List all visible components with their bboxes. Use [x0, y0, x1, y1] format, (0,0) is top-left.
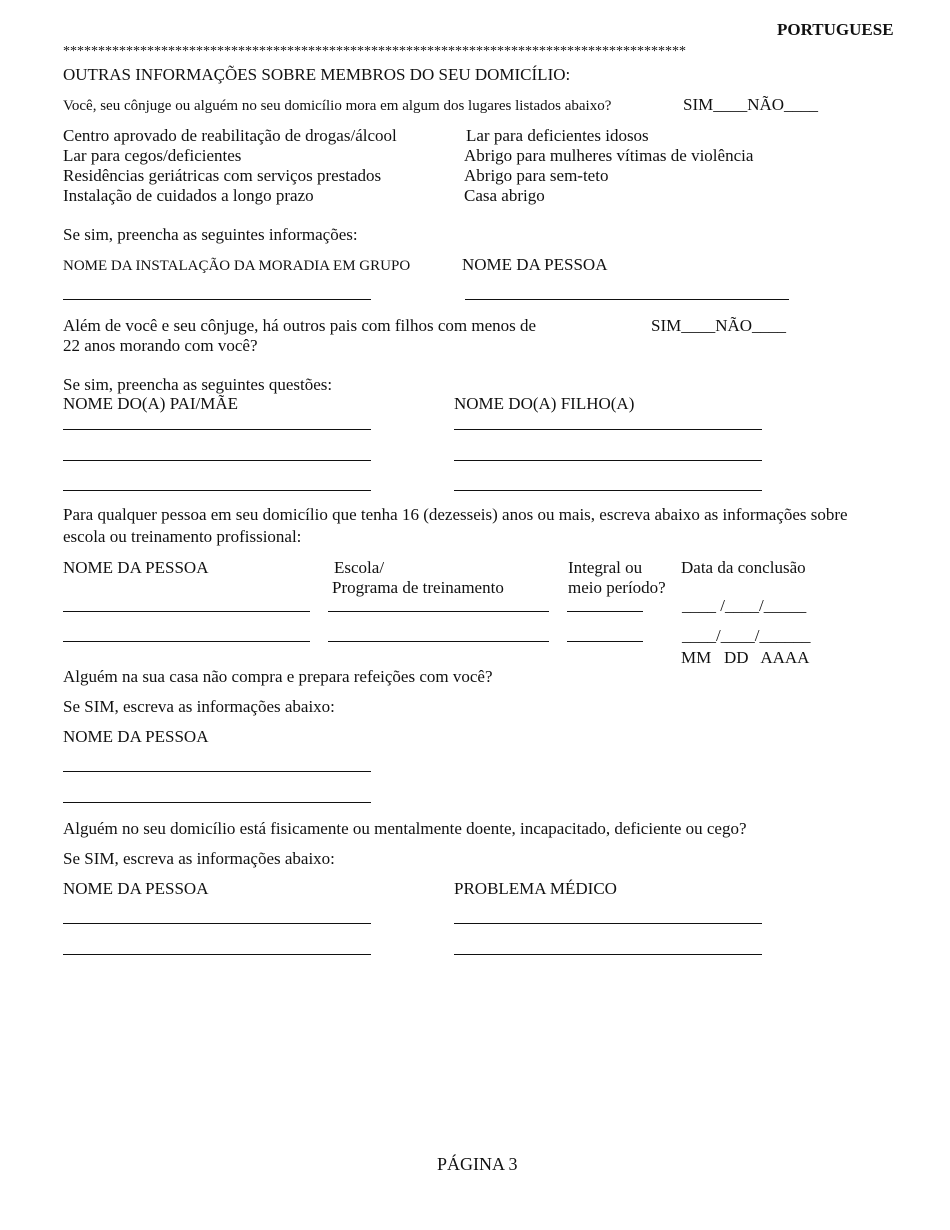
- q5-problem-line-1[interactable]: [454, 923, 762, 924]
- q1-place-left-3: Residências geriátricas com serviços prestados: [63, 166, 382, 185]
- star-divider: *****************************************************************************************: [63, 44, 686, 59]
- q3-date-field-1[interactable]: ____ /____/_____: [682, 596, 807, 615]
- q2-parent-line-2[interactable]: [63, 460, 371, 461]
- page-number: PÁGINA 3: [437, 1154, 518, 1174]
- q1-col-facility: NOME DA INSTALAÇÃO DA MORADIA EM GRUPO: [63, 258, 411, 274]
- q1-place-left-2: Lar para cegos/deficientes: [63, 146, 242, 165]
- q1-place-right-3: Abrigo para sem-teto: [464, 166, 609, 185]
- q3-person-line-2[interactable]: [63, 641, 310, 642]
- q1-if-yes: Se sim, preencha as seguintes informações:: [63, 225, 358, 244]
- q3-question-line2: escola ou treinamento profissional:: [63, 527, 302, 546]
- q5-person-line-1[interactable]: [63, 923, 371, 924]
- q3-col-date: Data da conclusão: [681, 558, 806, 577]
- q3-school-line-2[interactable]: [328, 641, 549, 642]
- q4-col-person: NOME DA PESSOA: [63, 727, 209, 746]
- q5-question: Alguém no seu domicílio está fisicamente ou mentalmente doente, incapacitado, deficiente ou cego?: [63, 819, 747, 838]
- q1-place-left-4: Instalação de cuidados a longo prazo: [63, 186, 314, 205]
- q2-question-line1: Além de você e seu cônjuge, há outros pais com filhos com menos de: [63, 316, 537, 335]
- q5-col-problem: PROBLEMA MÉDICO: [454, 879, 617, 898]
- q1-facility-line[interactable]: [63, 299, 371, 300]
- q1-place-left-1: Centro aprovado de reabilitação de drogas/álcool: [63, 126, 397, 145]
- q2-child-line-2[interactable]: [454, 460, 762, 461]
- q3-date-field-2[interactable]: ____/____/______: [682, 626, 811, 645]
- q1-place-right-2: Abrigo para mulheres vítimas de violência: [464, 146, 754, 165]
- q5-if-yes: Se SIM, escreva as informações abaixo:: [63, 849, 335, 868]
- q1-question: Você, seu cônjuge ou alguém no seu domicílio mora em algum dos lugares listados abaixo?: [63, 98, 612, 114]
- q2-parent-line-3[interactable]: [63, 490, 371, 491]
- q2-if-yes: Se sim, preencha as seguintes questões:: [63, 375, 333, 394]
- q1-person-line[interactable]: [465, 299, 789, 300]
- section-title: OUTRAS INFORMAÇÕES SOBRE MEMBROS DO SEU DOMICÍLIO:: [63, 65, 571, 84]
- language-label: PORTUGUESE: [777, 20, 894, 39]
- q2-yes-no[interactable]: SIM____NÃO____: [651, 316, 787, 335]
- q3-col-school-line2: Programa de treinamento: [332, 578, 504, 597]
- q4-if-yes: Se SIM, escreva as informações abaixo:: [63, 697, 335, 716]
- q2-col-child: NOME DO(A) FILHO(A): [454, 394, 635, 413]
- q3-time-line-1[interactable]: [567, 611, 643, 612]
- q3-col-time-line2: meio período?: [568, 578, 666, 597]
- q3-col-time-line1: Integral ou: [568, 558, 643, 577]
- q4-person-line-2[interactable]: [63, 802, 371, 803]
- q2-col-parent: NOME DO(A) PAI/MÃE: [63, 394, 239, 413]
- q2-parent-line-1[interactable]: [63, 429, 371, 430]
- q2-child-line-3[interactable]: [454, 490, 762, 491]
- q5-person-line-2[interactable]: [63, 954, 371, 955]
- q2-child-line-1[interactable]: [454, 429, 762, 430]
- q5-col-person: NOME DA PESSOA: [63, 879, 209, 898]
- q3-col-school-line1: Escola/: [334, 558, 385, 577]
- q3-school-line-1[interactable]: [328, 611, 549, 612]
- q4-question: Alguém na sua casa não compra e prepara refeições com você?: [63, 667, 493, 686]
- q4-person-line-1[interactable]: [63, 771, 371, 772]
- q3-date-format: MM DD AAAA: [681, 648, 810, 667]
- q1-col-person: NOME DA PESSOA: [462, 255, 608, 274]
- q3-person-line-1[interactable]: [63, 611, 310, 612]
- q1-place-right-1: Lar para deficientes idosos: [466, 126, 649, 145]
- q3-question-line1: Para qualquer pessoa em seu domicílio que tenha 16 (dezesseis) anos ou mais, escreva abaixo as informações sobre: [63, 505, 848, 524]
- q3-col-person: NOME DA PESSOA: [63, 558, 209, 577]
- q5-problem-line-2[interactable]: [454, 954, 762, 955]
- q2-question-line2: 22 anos morando com você?: [63, 336, 258, 355]
- q1-place-right-4: Casa abrigo: [464, 186, 545, 205]
- q3-time-line-2[interactable]: [567, 641, 643, 642]
- q1-yes-no[interactable]: SIM____NÃO____: [683, 95, 819, 114]
